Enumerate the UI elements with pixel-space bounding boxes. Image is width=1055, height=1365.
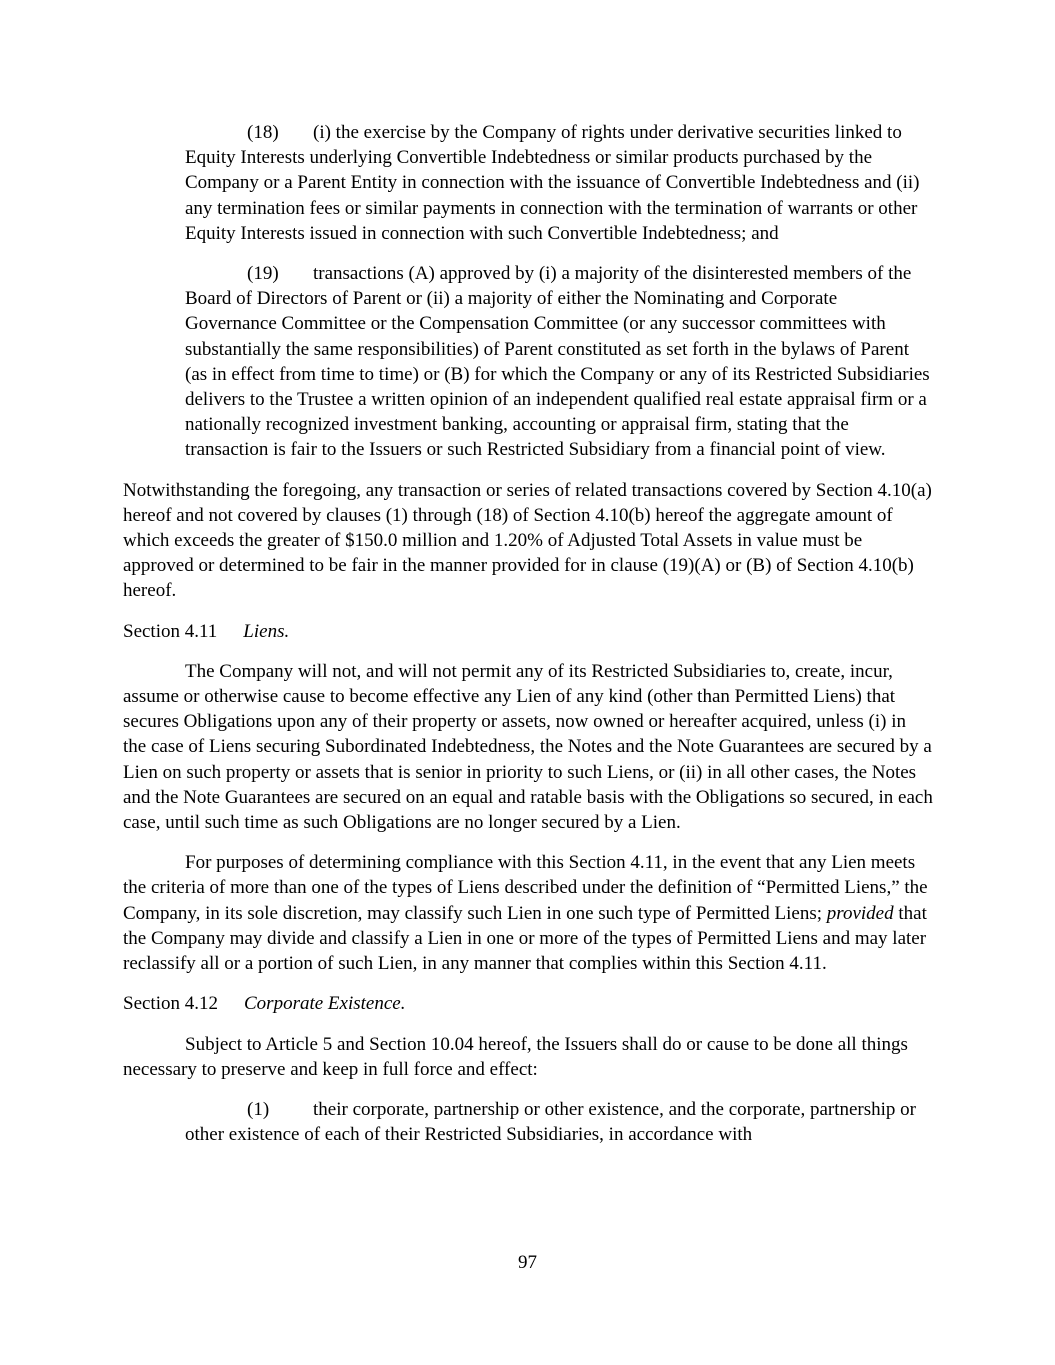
clause-1 (123, 1097, 933, 1147)
clause-1-text: their corporate, partnership or other existence, and the corporate, partnership or other existence of each of their Restricted Subsidiaries, in accordance with (185, 1098, 916, 1146)
section-4-12-heading (123, 991, 933, 1016)
paragraph-for-purposes-italic-word: provided (826, 902, 894, 924)
paragraph-subject-to-article-5: Subject to Article 5 and Section 10.04 hereof, the Issuers shall do or cause to be done all things necessary to preserve and keep in full force and effect: (123, 1033, 908, 1080)
section-4-12-title: Corporate Existence. (244, 993, 406, 1015)
section-4-11-title: Liens. (243, 620, 290, 642)
section-4-11-label: Section 4.11 (123, 620, 218, 642)
clause-19 (123, 261, 933, 463)
paragraph-company-will-not: The Company will not, and will not permit any of its Restricted Subsidiaries to, create, incur, assume or otherwise cause to become effective any Lien of any kind (other than Permitted Liens) that secures Obligations upon any of their property or assets, now owned or hereafter acquired, unless (i) in the case of Liens securing Subordinated Indebtedness, the Notes and the Note Guarantees are secured by a Lien on such property or assets that is senior in priority to such Liens, or (ii) in all other cases, the Notes and the Note Guarantees are secured on an equal and ratable basis with the Obligations so secured, in each case, until such time as such Obligations are no longer secured by a Lien. (123, 660, 933, 834)
clause-18 (123, 120, 933, 246)
section-4-11-heading (123, 619, 933, 644)
paragraph-for-purposes-text-before: For purposes of determining compliance with this Section 4.11, in the event that any Lien meets the criteria of more than one of the types of Liens described under the definition of “Permitted Liens,” the Company, in its sole discretion, may classify such Lien in one such type of Permitted Liens; (123, 852, 928, 924)
clause-18-text: (i) the exercise by the Company of rights under derivative securities linked to Equity Interests underlying Convertible Indebtedness or similar products purchased by the Company or a Parent Entity in connection with the issuance of Convertible Indebtedness and (ii) any termination fees or similar payments in connection with the termination of warrants or other Equity Interests issued in connection with such Convertible Indebtedness; and (185, 122, 920, 244)
page-content (123, 120, 933, 1162)
paragraph-for-purposes-text-after: that the Company may divide and classify a Lien in one or more of the types of Permitted Liens and may later reclassify all or a portion of such Lien, in any manner that complies within this Section 4.11. (123, 902, 927, 975)
clause-18-number: (18) (247, 122, 279, 143)
clause-1-number: (1) (247, 1098, 270, 1120)
clause-19-text: transactions (A) approved by (i) a majority of the disinterested members of the Board of Directors of Parent or (ii) a majority of either the Nominating and Corporate Governance Committee or the Compensation Committee (or any successor committees with substantially the same responsibilities) of Parent constituted as set forth in the bylaws of Parent (as in effect from time to time) or (B) for which the Company or any of its Restricted Subsidiaries delivers to the Trustee a written opinion of an independent qualified real estate appraisal firm or a nationally recognized investment banking, accounting or appraisal firm, stating that the transaction is fair to the Issuers or such Restricted Subsidiary from a financial point of view. (185, 263, 930, 461)
section-4-12-label: Section 4.12 (123, 993, 218, 1015)
clause-19-number: (19) (247, 263, 279, 285)
paragraph-notwithstanding: Notwithstanding the foregoing, any transaction or series of related transactions covered by Section 4.10(a) hereof and not covered by clauses (1) through (18) of Section 4.10(b) hereof the aggregate amount of which exceeds the greater of $150.0 million and 1.20% of Adjusted Total Assets in value must be approved or determined to be fair in the manner provided for in clause (19)(A) or (B) of Section 4.10(b) hereof. (123, 479, 932, 602)
page-number: 97 (518, 1252, 537, 1273)
paragraph-for-purposes (123, 850, 933, 976)
